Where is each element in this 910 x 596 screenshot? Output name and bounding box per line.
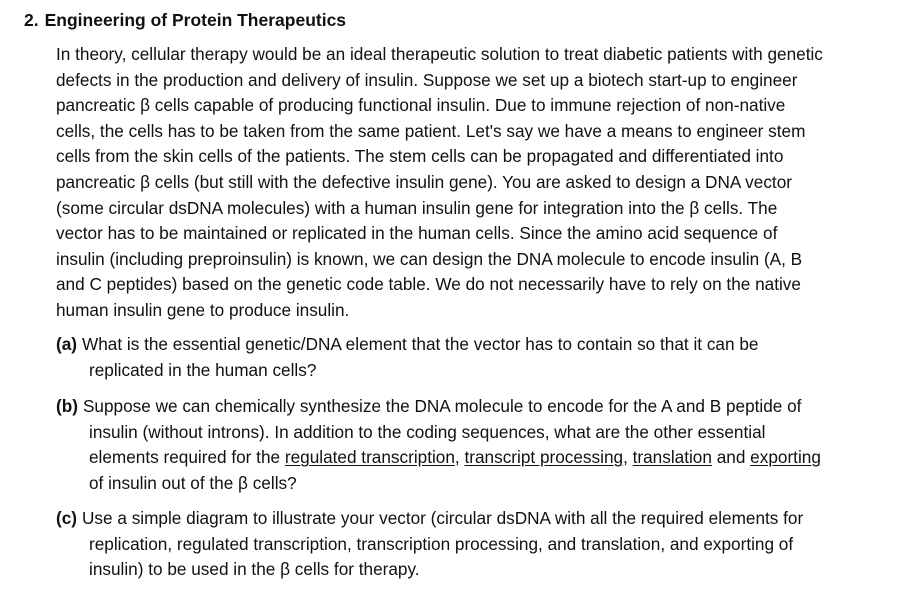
section-title: Engineering of Protein Therapeutics xyxy=(44,10,347,30)
term-regulated-transcription: regulated transcription xyxy=(284,447,455,468)
question-c-text: Use a simple diagram to illustrate your vector (circular dsDNA with all the required elements for xyxy=(82,508,804,528)
question-a xyxy=(56,332,906,383)
intro-line: In theory, cellular therapy would be an ideal therapeutic solution to treat diabetic patients with genetic xyxy=(56,44,823,64)
intro-line: pancreatic β cells capable of producing functional insulin. Due to immune rejection of non-native xyxy=(56,95,786,116)
question-c-line xyxy=(56,506,906,532)
term-translation: translation xyxy=(632,447,712,468)
intro-line: and C peptides) based on the genetic code table. We do not necessarily have to rely on the native xyxy=(56,274,801,295)
intro-line: defects in the production and delivery of insulin. Suppose we set up a biotech start-up to engineer xyxy=(56,69,798,90)
term-exporting: exporting xyxy=(750,447,821,468)
question-b-line: of insulin out of the β cells? xyxy=(89,472,297,493)
separator: , xyxy=(623,447,633,468)
separator: , xyxy=(454,447,465,468)
intro-line: insulin (including preproinsulin) is known, we can design the DNA molecule to encode insulin (A, B xyxy=(56,248,803,269)
question-b xyxy=(56,394,906,496)
question-a-tag: (a) xyxy=(56,334,78,354)
question-b-prefix: elements required for the xyxy=(89,447,285,468)
question-a-text: What is the essential genetic/DNA element that the vector has to contain so that it can be xyxy=(82,334,759,354)
question-b-text: Suppose we can chemically synthesize the DNA molecule to encode for the A and B peptide of xyxy=(82,396,802,416)
question-b-line: insulin (without introns). In addition to the coding sequences, what are the other essential xyxy=(89,421,766,442)
separator: and xyxy=(711,447,751,468)
intro-paragraph xyxy=(56,42,906,324)
intro-line: cells from the skin cells of the patients. The stem cells can be propagated and differentiated into xyxy=(56,146,784,167)
question-a-line: replicated in the human cells? xyxy=(89,359,317,380)
intro-line: pancreatic β cells (but still with the defective insulin gene). You are asked to design a DNA vector xyxy=(56,171,792,192)
section-number: 2. xyxy=(24,10,39,30)
question-b-tag: (b) xyxy=(56,396,78,416)
question-c-line: replication, regulated transcription, transcription processing, and translation, and exporting of xyxy=(89,533,794,554)
section-heading xyxy=(24,8,346,32)
intro-line: cells, the cells has to be taken from the same patient. Let's say we have a means to engineer stem xyxy=(56,120,806,141)
intro-line: human insulin gene to produce insulin. xyxy=(56,299,350,320)
question-a-line xyxy=(56,332,906,358)
question-b-line xyxy=(56,445,906,471)
intro-line: vector has to be maintained or replicated in the human cells. Since the amino acid sequence of xyxy=(56,223,778,244)
question-c-tag: (c) xyxy=(56,508,78,528)
intro-line: (some circular dsDNA molecules) with a human insulin gene for integration into the β cells. The xyxy=(56,197,778,218)
question-b-line xyxy=(56,394,906,420)
term-transcript-processing: transcript processing xyxy=(464,447,624,468)
question-c xyxy=(56,506,906,583)
question-c-line: insulin) to be used in the β cells for therapy. xyxy=(89,559,420,580)
